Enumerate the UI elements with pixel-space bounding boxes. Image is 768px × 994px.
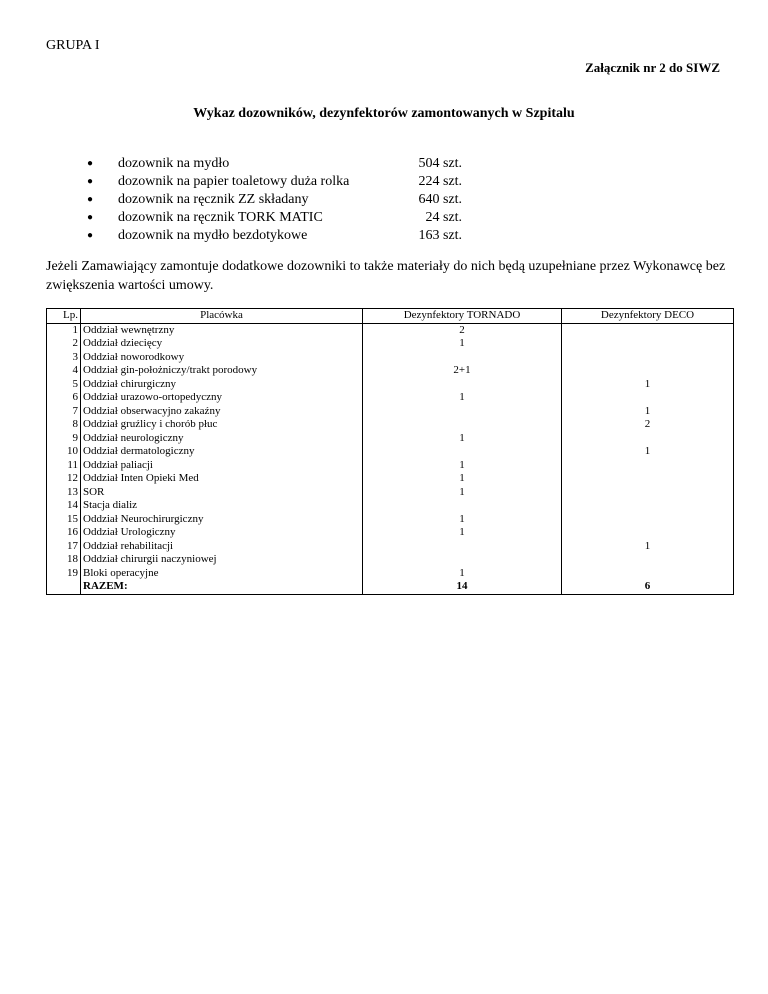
- cell-facility: Oddział paliacji: [81, 459, 363, 473]
- list-item: [86, 155, 476, 173]
- header-facility: Placówka: [81, 309, 363, 324]
- cell-lp: 18: [47, 553, 81, 567]
- cell-deco: 1: [562, 540, 734, 554]
- table-row: [47, 472, 734, 486]
- cell-facility: Oddział dziecięcy: [81, 337, 363, 351]
- cell-deco: [562, 499, 734, 513]
- dispenser-name: dozownik na ręcznik ZZ składany: [118, 192, 309, 207]
- cell-lp: 9: [47, 432, 81, 446]
- cell-lp: 19: [47, 567, 81, 581]
- header-tornado: Dezynfektory TORNADO: [363, 309, 562, 324]
- cell-lp: 3: [47, 351, 81, 365]
- cell-tornado: [363, 553, 562, 567]
- cell-tornado: [363, 418, 562, 432]
- table-body: [47, 323, 734, 594]
- cell-deco: [562, 432, 734, 446]
- cell-deco: [562, 567, 734, 581]
- cell-lp: 5: [47, 378, 81, 392]
- bullet-icon: ●: [86, 212, 94, 223]
- table-row: [47, 567, 734, 581]
- cell-facility: Oddział Neurochirurgiczny: [81, 513, 363, 527]
- cell-tornado: 1: [363, 432, 562, 446]
- list-item: [86, 173, 476, 191]
- dispenser-quantity: 24 szt.: [425, 210, 462, 225]
- dispenser-name: dozownik na ręcznik TORK MATIC: [118, 210, 323, 225]
- cell-lp: 11: [47, 459, 81, 473]
- cell-tornado: 1: [363, 459, 562, 473]
- dispenser-name: dozownik na mydło bezdotykowe: [118, 228, 308, 243]
- cell-facility: Oddział dermatologiczny: [81, 445, 363, 459]
- list-item: [86, 227, 476, 245]
- cell-facility: Bloki operacyjne: [81, 567, 363, 581]
- cell-deco: 1: [562, 445, 734, 459]
- header-lp: Lp.: [47, 309, 81, 324]
- cell-tornado: [363, 445, 562, 459]
- cell-tornado: [363, 351, 562, 365]
- cell-tornado: [363, 405, 562, 419]
- table-header-row: [47, 309, 734, 324]
- cell-facility: Oddział gin-położniczy/trakt porodowy: [81, 364, 363, 378]
- cell-tornado: [363, 540, 562, 554]
- cell-facility: Oddział Inten Opieki Med: [81, 472, 363, 486]
- note-paragraph: Jeżeli Zamawiający zamontuje dodatkowe dozowniki to także materiały do nich będą uzupełniane przez Wykonawcę bez zwiększenia wartości umowy.: [46, 259, 726, 293]
- cell-lp: 2: [47, 337, 81, 351]
- cell-tornado: 1: [363, 567, 562, 581]
- dispenser-name: dozownik na mydło: [118, 156, 230, 171]
- disinfector-table: [46, 308, 734, 595]
- cell-lp: 1: [47, 323, 81, 337]
- cell-facility: Oddział Urologiczny: [81, 526, 363, 540]
- table-row: [47, 540, 734, 554]
- cell-lp: 12: [47, 472, 81, 486]
- cell-facility: Oddział rehabilitacji: [81, 540, 363, 554]
- bullet-icon: ●: [86, 194, 94, 205]
- total-tornado: 14: [363, 580, 562, 594]
- cell-facility: Oddział urazowo-ortopedyczny: [81, 391, 363, 405]
- cell-lp: 16: [47, 526, 81, 540]
- table-row: [47, 459, 734, 473]
- header-deco: Dezynfektory DECO: [562, 309, 734, 324]
- cell-facility: Oddział chirurgiczny: [81, 378, 363, 392]
- dispenser-quantity: 640 szt.: [418, 192, 462, 207]
- dispenser-quantity: 504 szt.: [418, 156, 462, 171]
- cell-deco: 1: [562, 405, 734, 419]
- document-title: Wykaz dozowników, dezynfektorów zamontowanych w Szpitalu: [193, 106, 575, 121]
- table-row: [47, 445, 734, 459]
- cell-deco: 2: [562, 418, 734, 432]
- cell-deco: [562, 472, 734, 486]
- cell-lp: 7: [47, 405, 81, 419]
- cell-tornado: 1: [363, 337, 562, 351]
- cell-tornado: 1: [363, 526, 562, 540]
- cell-deco: [562, 553, 734, 567]
- table-row: [47, 499, 734, 513]
- cell-deco: [562, 391, 734, 405]
- cell-facility: Oddział chirurgii naczyniowej: [81, 553, 363, 567]
- cell-lp: 14: [47, 499, 81, 513]
- dispenser-quantity: 224 szt.: [418, 174, 462, 189]
- cell-deco: [562, 526, 734, 540]
- table-row: [47, 513, 734, 527]
- group-label: GRUPA I: [46, 38, 100, 53]
- cell-lp: 10: [47, 445, 81, 459]
- bullet-icon: ●: [86, 158, 94, 169]
- table-row: [47, 378, 734, 392]
- table-row: [47, 418, 734, 432]
- table-row: [47, 432, 734, 446]
- cell-lp: 17: [47, 540, 81, 554]
- cell-tornado: 2: [363, 323, 562, 337]
- cell-facility: Oddział wewnętrzny: [81, 323, 363, 337]
- cell-facility: Stacja dializ: [81, 499, 363, 513]
- cell-deco: [562, 364, 734, 378]
- cell-tornado: 1: [363, 513, 562, 527]
- cell-tornado: [363, 378, 562, 392]
- table-row: [47, 526, 734, 540]
- cell-tornado: 1: [363, 472, 562, 486]
- cell-lp: 6: [47, 391, 81, 405]
- cell-tornado: [363, 499, 562, 513]
- table-row: [47, 486, 734, 500]
- bullet-icon: ●: [86, 230, 94, 241]
- cell-lp: 15: [47, 513, 81, 527]
- total-label: RAZEM:: [81, 580, 363, 594]
- attachment-label: Załącznik nr 2 do SIWZ: [585, 60, 720, 75]
- cell-tornado: 1: [363, 486, 562, 500]
- list-item: [86, 209, 476, 227]
- dispenser-quantity: 163 szt.: [418, 228, 462, 243]
- cell-deco: 1: [562, 378, 734, 392]
- cell-tornado: 2+1: [363, 364, 562, 378]
- table-row: [47, 337, 734, 351]
- cell-facility: Oddział neurologiczny: [81, 432, 363, 446]
- total-deco: 6: [562, 580, 734, 594]
- cell-facility: Oddział noworodkowy: [81, 351, 363, 365]
- cell-deco: [562, 351, 734, 365]
- cell-deco: [562, 323, 734, 337]
- table-row: [47, 351, 734, 365]
- table-row: [47, 405, 734, 419]
- total-row: [47, 580, 734, 594]
- cell-lp: 8: [47, 418, 81, 432]
- table-row: [47, 364, 734, 378]
- table-row: [47, 323, 734, 337]
- total-lp: [47, 580, 81, 594]
- cell-lp: 13: [47, 486, 81, 500]
- cell-tornado: 1: [363, 391, 562, 405]
- bullet-icon: ●: [86, 176, 94, 187]
- cell-deco: [562, 459, 734, 473]
- cell-deco: [562, 486, 734, 500]
- cell-facility: Oddział obserwacyjno zakaźny: [81, 405, 363, 419]
- cell-facility: Oddział gruźlicy i chorób płuc: [81, 418, 363, 432]
- dispenser-list: [86, 155, 476, 245]
- cell-lp: 4: [47, 364, 81, 378]
- cell-facility: SOR: [81, 486, 363, 500]
- cell-deco: [562, 337, 734, 351]
- cell-deco: [562, 513, 734, 527]
- table-row: [47, 391, 734, 405]
- dispenser-name: dozownik na papier toaletowy duża rolka: [118, 174, 350, 189]
- table-row: [47, 553, 734, 567]
- list-item: [86, 191, 476, 209]
